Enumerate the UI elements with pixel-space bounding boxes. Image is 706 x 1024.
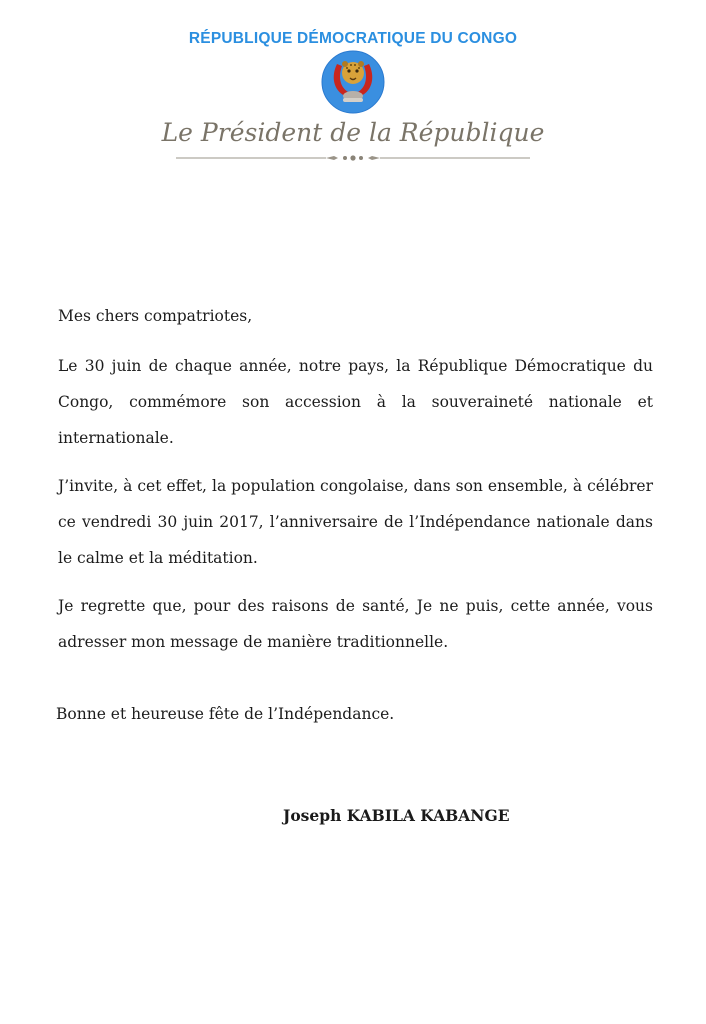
paragraph: Je regrette que, pour des raisons de santé, Je ne puis, cette année, vous adresser mon message de manière traditionnelle.	[58, 597, 653, 651]
president-title: Le Président de la République	[161, 118, 545, 147]
letter-body	[58, 298, 653, 672]
closing-line: Bonne et heureuse fête de l’Indépendance.	[56, 705, 395, 723]
paragraph: J’invite, à cet effet, la population congolaise, dans son ensemble, à célébrer ce vendredi 30 juin 2017, l’anniversaire de l’Indépendance nationale dans le calme et la méditation.	[58, 477, 653, 567]
country-name-heading: RÉPUBLIQUE DÉMOCRATIQUE DU CONGO	[188, 30, 518, 47]
ornament-divider-icon	[176, 150, 530, 166]
coat-of-arms-icon	[321, 50, 385, 114]
signature: Joseph KABILA KABANGE	[283, 806, 510, 825]
paragraph: Le 30 juin de chaque année, notre pays, la République Démocratique du Congo, commémore son accession à la souveraineté nationale et internationale.	[58, 357, 653, 447]
salutation: Mes chers compatriotes,	[58, 307, 253, 325]
